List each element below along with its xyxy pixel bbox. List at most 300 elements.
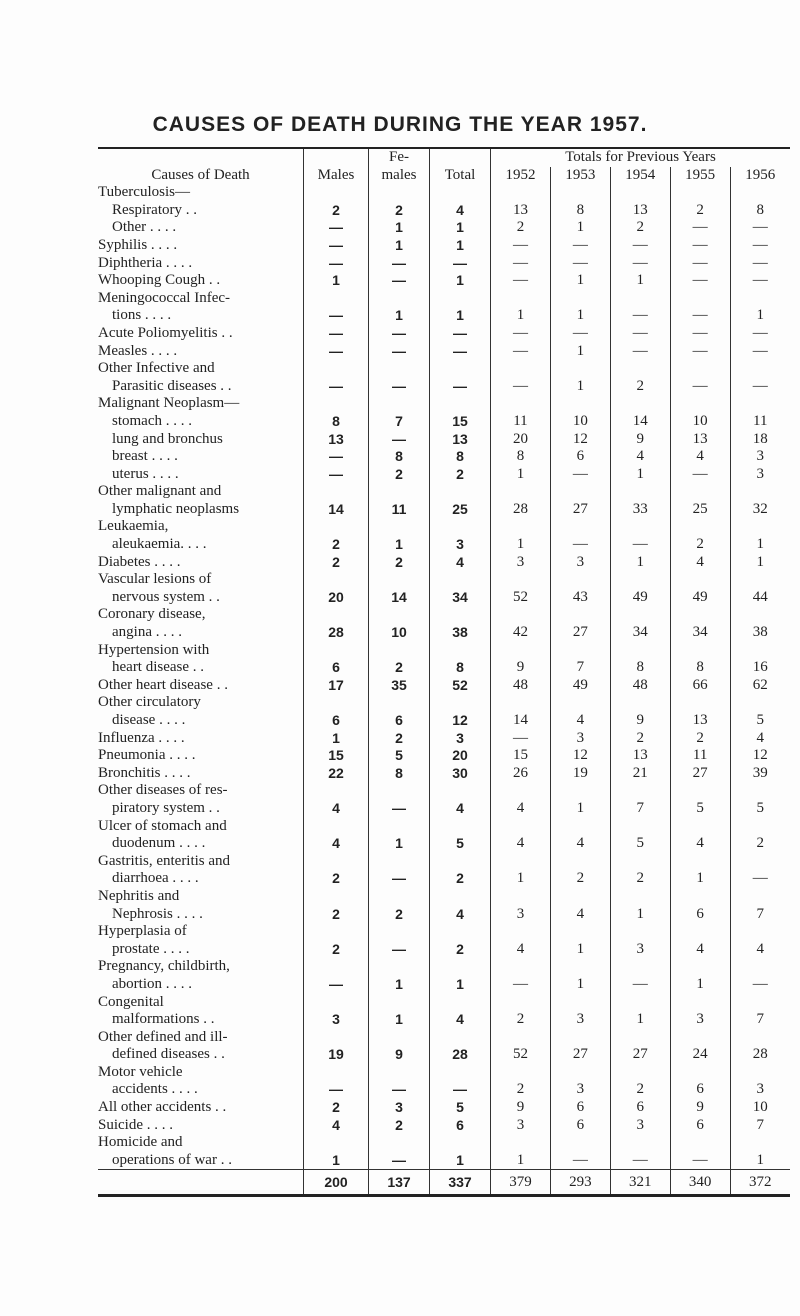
current-year-cell: — bbox=[304, 325, 369, 343]
table-row bbox=[98, 255, 790, 273]
current-year-cell: 1 bbox=[369, 536, 430, 554]
current-year-cell bbox=[430, 888, 491, 906]
previous-year-cell bbox=[670, 483, 730, 501]
previous-year-cell bbox=[491, 642, 551, 660]
previous-year-cell bbox=[491, 184, 551, 202]
previous-year-cell: 28 bbox=[730, 1046, 790, 1064]
previous-year-cell bbox=[550, 184, 610, 202]
current-year-cell: 4 bbox=[430, 800, 491, 818]
current-year-cell bbox=[369, 606, 430, 624]
current-year-cell: 30 bbox=[430, 765, 491, 783]
cause-label: lung and bronchus bbox=[112, 430, 223, 447]
current-year-cell: 2 bbox=[369, 554, 430, 572]
current-year-cell bbox=[304, 395, 369, 413]
previous-year-cell: 13 bbox=[610, 202, 670, 220]
previous-year-cell: 5 bbox=[670, 800, 730, 818]
current-year-cell: — bbox=[369, 941, 430, 959]
previous-year-cell: 1 bbox=[730, 536, 790, 554]
previous-year-cell bbox=[550, 923, 610, 941]
previous-year-cell bbox=[491, 571, 551, 589]
current-year-cell: 8 bbox=[304, 413, 369, 431]
previous-year-cell bbox=[670, 923, 730, 941]
cause-label: Hyperplasia of bbox=[98, 923, 187, 940]
previous-year-cell: — bbox=[491, 325, 551, 343]
current-year-cell: 8 bbox=[430, 659, 491, 677]
cause-label: Diabetes . . . . bbox=[98, 553, 181, 570]
previous-year-cell bbox=[610, 818, 670, 836]
previous-year-cell: 24 bbox=[670, 1046, 730, 1064]
previous-year-cell bbox=[550, 694, 610, 712]
previous-year-cell bbox=[610, 923, 670, 941]
previous-year-cell: 3 bbox=[730, 1081, 790, 1099]
previous-year-cell: 8 bbox=[550, 202, 610, 220]
current-year-cell bbox=[430, 994, 491, 1012]
previous-year-cell: 1 bbox=[610, 1011, 670, 1029]
current-year-cell bbox=[369, 1064, 430, 1082]
header-total: Total bbox=[430, 167, 491, 185]
previous-year-cell: 6 bbox=[610, 1099, 670, 1117]
table-row bbox=[98, 466, 790, 484]
total-cell: 379 bbox=[491, 1170, 551, 1196]
cause-label: Whooping Cough . . bbox=[98, 272, 221, 289]
cause-label: Coronary disease, bbox=[98, 606, 206, 623]
table-row bbox=[98, 184, 790, 202]
current-year-cell bbox=[369, 483, 430, 501]
previous-year-cell: 1 bbox=[491, 870, 551, 888]
previous-year-cell bbox=[550, 1029, 610, 1047]
header-year: 1955 bbox=[670, 167, 730, 185]
previous-year-cell: 3 bbox=[670, 1011, 730, 1029]
current-year-cell: — bbox=[304, 307, 369, 325]
previous-year-cell bbox=[550, 483, 610, 501]
previous-year-cell: 62 bbox=[730, 677, 790, 695]
current-year-cell: 10 bbox=[369, 624, 430, 642]
current-year-cell bbox=[304, 694, 369, 712]
previous-year-cell: 18 bbox=[730, 431, 790, 449]
current-year-cell bbox=[369, 360, 430, 378]
previous-year-cell bbox=[730, 818, 790, 836]
previous-year-cell: — bbox=[610, 307, 670, 325]
current-year-cell: 2 bbox=[304, 941, 369, 959]
current-year-cell: 1 bbox=[304, 272, 369, 290]
previous-year-cell: 11 bbox=[670, 747, 730, 765]
previous-year-cell: — bbox=[491, 976, 551, 994]
current-year-cell bbox=[304, 1029, 369, 1047]
previous-year-cell: 5 bbox=[610, 835, 670, 853]
previous-year-cell: 6 bbox=[550, 448, 610, 466]
current-year-cell bbox=[369, 395, 430, 413]
total-cell: 293 bbox=[550, 1170, 610, 1196]
current-year-cell: 20 bbox=[430, 747, 491, 765]
current-year-cell bbox=[430, 184, 491, 202]
current-year-cell: 12 bbox=[430, 712, 491, 730]
previous-year-cell: — bbox=[670, 255, 730, 273]
previous-year-cell: — bbox=[610, 255, 670, 273]
previous-year-cell bbox=[550, 958, 610, 976]
previous-year-cell: 9 bbox=[610, 712, 670, 730]
current-year-cell: 3 bbox=[430, 730, 491, 748]
table-row bbox=[98, 800, 790, 818]
previous-year-cell bbox=[730, 782, 790, 800]
previous-year-cell bbox=[491, 994, 551, 1012]
previous-year-cell: 1 bbox=[550, 307, 610, 325]
previous-year-cell: 6 bbox=[550, 1117, 610, 1135]
previous-year-cell: 1 bbox=[550, 219, 610, 237]
current-year-cell bbox=[369, 642, 430, 660]
total-cell: 372 bbox=[730, 1170, 790, 1196]
previous-year-cell: — bbox=[550, 237, 610, 255]
current-year-cell: — bbox=[369, 431, 430, 449]
previous-year-cell: 6 bbox=[670, 1081, 730, 1099]
total-cell: 337 bbox=[430, 1170, 491, 1196]
current-year-cell bbox=[430, 1064, 491, 1082]
current-year-cell: 3 bbox=[430, 536, 491, 554]
previous-year-cell bbox=[491, 923, 551, 941]
previous-year-cell: 13 bbox=[670, 431, 730, 449]
previous-year-cell: 2 bbox=[491, 219, 551, 237]
current-year-cell: 1 bbox=[430, 219, 491, 237]
cause-label: breast . . . . bbox=[112, 448, 178, 465]
current-year-cell: 35 bbox=[369, 677, 430, 695]
previous-year-cell: 3 bbox=[550, 554, 610, 572]
previous-year-cell bbox=[550, 994, 610, 1012]
cause-label: accidents . . . . bbox=[112, 1081, 198, 1098]
table-row bbox=[98, 1134, 790, 1152]
previous-year-cell bbox=[730, 360, 790, 378]
current-year-cell: — bbox=[369, 1152, 430, 1170]
previous-year-cell: — bbox=[670, 466, 730, 484]
cause-label: Bronchitis . . . . bbox=[98, 764, 191, 781]
cause-label: Tuberculosis— bbox=[98, 184, 190, 201]
current-year-cell bbox=[430, 1029, 491, 1047]
previous-year-cell bbox=[670, 1134, 730, 1152]
current-year-cell bbox=[430, 571, 491, 589]
previous-year-cell: 2 bbox=[610, 870, 670, 888]
previous-year-cell: — bbox=[670, 307, 730, 325]
current-year-cell: 1 bbox=[430, 237, 491, 255]
previous-year-cell: 1 bbox=[730, 554, 790, 572]
previous-year-cell bbox=[491, 483, 551, 501]
current-year-cell: 2 bbox=[369, 202, 430, 220]
previous-year-cell bbox=[610, 694, 670, 712]
table-row bbox=[98, 818, 790, 836]
previous-year-cell bbox=[550, 395, 610, 413]
header-previous-years: Totals for Previous Years bbox=[491, 148, 791, 167]
previous-year-cell: 4 bbox=[491, 941, 551, 959]
table-row bbox=[98, 747, 790, 765]
current-year-cell: 2 bbox=[304, 554, 369, 572]
current-year-cell: 5 bbox=[369, 747, 430, 765]
current-year-cell: 4 bbox=[430, 906, 491, 924]
current-year-cell bbox=[304, 571, 369, 589]
previous-year-cell bbox=[491, 1029, 551, 1047]
previous-year-cell: 1 bbox=[491, 1152, 551, 1170]
table-row bbox=[98, 571, 790, 589]
cause-label: Other heart disease . . bbox=[98, 676, 228, 693]
previous-year-cell: 12 bbox=[550, 747, 610, 765]
previous-year-cell bbox=[610, 184, 670, 202]
current-year-cell bbox=[304, 994, 369, 1012]
previous-year-cell: 1 bbox=[610, 554, 670, 572]
current-year-cell: 2 bbox=[304, 906, 369, 924]
current-year-cell: 2 bbox=[304, 1099, 369, 1117]
previous-year-cell bbox=[550, 518, 610, 536]
previous-year-cell: 9 bbox=[670, 1099, 730, 1117]
table-row bbox=[98, 976, 790, 994]
previous-year-cell: 5 bbox=[730, 712, 790, 730]
header-males: Males bbox=[304, 167, 369, 185]
previous-year-cell: 1 bbox=[670, 870, 730, 888]
previous-year-cell: — bbox=[730, 237, 790, 255]
current-year-cell: 1 bbox=[304, 730, 369, 748]
current-year-cell: 1 bbox=[369, 1011, 430, 1029]
current-year-cell bbox=[304, 290, 369, 308]
current-year-cell bbox=[304, 888, 369, 906]
current-year-cell bbox=[369, 923, 430, 941]
previous-year-cell: — bbox=[610, 1152, 670, 1170]
previous-year-cell: 27 bbox=[550, 624, 610, 642]
current-year-cell: 6 bbox=[369, 712, 430, 730]
current-year-cell: — bbox=[304, 343, 369, 361]
previous-year-cell: 4 bbox=[491, 800, 551, 818]
current-year-cell bbox=[369, 888, 430, 906]
current-year-cell bbox=[430, 395, 491, 413]
previous-year-cell: 27 bbox=[610, 1046, 670, 1064]
current-year-cell: 4 bbox=[430, 554, 491, 572]
previous-year-cell: 39 bbox=[730, 765, 790, 783]
previous-year-cell: 15 bbox=[491, 747, 551, 765]
previous-year-cell bbox=[730, 290, 790, 308]
current-year-cell: 20 bbox=[304, 589, 369, 607]
previous-year-cell: 14 bbox=[491, 712, 551, 730]
previous-year-cell: 14 bbox=[610, 413, 670, 431]
current-year-cell: — bbox=[304, 1081, 369, 1099]
previous-year-cell bbox=[670, 818, 730, 836]
previous-year-cell bbox=[670, 1064, 730, 1082]
table-row bbox=[98, 1064, 790, 1082]
current-year-cell: 5 bbox=[430, 1099, 491, 1117]
previous-year-cell bbox=[670, 958, 730, 976]
cause-label: Other defined and ill- bbox=[98, 1028, 228, 1045]
previous-year-cell: 1 bbox=[670, 976, 730, 994]
table-row bbox=[98, 360, 790, 378]
current-year-cell bbox=[369, 184, 430, 202]
previous-year-cell: 4 bbox=[550, 712, 610, 730]
previous-year-cell: — bbox=[670, 272, 730, 290]
previous-year-cell bbox=[670, 888, 730, 906]
table-row bbox=[98, 307, 790, 325]
cause-label: Diphtheria . . . . bbox=[98, 254, 193, 271]
previous-year-cell: — bbox=[610, 536, 670, 554]
current-year-cell: 28 bbox=[430, 1046, 491, 1064]
table-row bbox=[98, 395, 790, 413]
cause-label: prostate . . . . bbox=[112, 940, 190, 957]
cause-label: tions . . . . bbox=[112, 307, 172, 324]
previous-year-cell: 66 bbox=[670, 677, 730, 695]
previous-year-cell: 4 bbox=[670, 448, 730, 466]
current-year-cell: 1 bbox=[430, 272, 491, 290]
previous-year-cell: — bbox=[670, 378, 730, 396]
current-year-cell: 8 bbox=[430, 448, 491, 466]
header-year: 1954 bbox=[610, 167, 670, 185]
previous-year-cell: 48 bbox=[491, 677, 551, 695]
previous-year-cell: — bbox=[610, 237, 670, 255]
previous-year-cell bbox=[610, 360, 670, 378]
previous-year-cell bbox=[730, 483, 790, 501]
current-year-cell bbox=[304, 606, 369, 624]
current-year-cell bbox=[369, 818, 430, 836]
previous-year-cell: 4 bbox=[730, 941, 790, 959]
current-year-cell bbox=[369, 782, 430, 800]
previous-year-cell bbox=[610, 518, 670, 536]
cause-label: Malignant Neoplasm— bbox=[98, 395, 240, 412]
previous-year-cell bbox=[610, 395, 670, 413]
previous-year-cell bbox=[670, 994, 730, 1012]
table-row bbox=[98, 501, 790, 519]
current-year-cell: — bbox=[304, 448, 369, 466]
previous-year-cell: 4 bbox=[491, 835, 551, 853]
previous-year-cell bbox=[670, 571, 730, 589]
current-year-cell: 2 bbox=[369, 466, 430, 484]
current-year-cell bbox=[304, 958, 369, 976]
current-year-cell: — bbox=[430, 1081, 491, 1099]
current-year-cell bbox=[430, 290, 491, 308]
previous-year-cell bbox=[610, 782, 670, 800]
total-cell: 200 bbox=[304, 1170, 369, 1196]
current-year-cell: — bbox=[304, 237, 369, 255]
causes-of-death-table-container bbox=[98, 147, 790, 1197]
current-year-cell: 6 bbox=[430, 1117, 491, 1135]
previous-year-cell: — bbox=[730, 870, 790, 888]
cause-label: Pregnancy, childbirth, bbox=[98, 958, 230, 975]
previous-year-cell: 2 bbox=[670, 202, 730, 220]
previous-year-cell bbox=[491, 694, 551, 712]
previous-year-cell: 49 bbox=[550, 677, 610, 695]
current-year-cell: 8 bbox=[369, 448, 430, 466]
current-year-cell bbox=[304, 1064, 369, 1082]
previous-year-cell: 7 bbox=[550, 659, 610, 677]
previous-year-cell bbox=[610, 483, 670, 501]
previous-year-cell bbox=[610, 1134, 670, 1152]
previous-year-cell: — bbox=[670, 1152, 730, 1170]
current-year-cell bbox=[304, 184, 369, 202]
previous-year-cell: 4 bbox=[670, 835, 730, 853]
table-row bbox=[98, 589, 790, 607]
table-row bbox=[98, 1117, 790, 1135]
header-year: 1953 bbox=[550, 167, 610, 185]
cause-label: Gastritis, enteritis and bbox=[98, 852, 231, 869]
cause-label: Nephritis and bbox=[98, 887, 180, 904]
current-year-cell: 4 bbox=[304, 835, 369, 853]
current-year-cell: 5 bbox=[430, 835, 491, 853]
previous-year-cell bbox=[550, 782, 610, 800]
current-year-cell: — bbox=[369, 325, 430, 343]
current-year-cell: 6 bbox=[304, 659, 369, 677]
previous-year-cell: 44 bbox=[730, 589, 790, 607]
current-year-cell: 14 bbox=[369, 589, 430, 607]
cause-label: nervous system . . bbox=[112, 588, 220, 605]
current-year-cell bbox=[369, 1134, 430, 1152]
current-year-cell bbox=[304, 642, 369, 660]
current-year-cell: 19 bbox=[304, 1046, 369, 1064]
previous-year-cell: 6 bbox=[670, 906, 730, 924]
previous-year-cell: — bbox=[730, 255, 790, 273]
previous-year-cell: 5 bbox=[730, 800, 790, 818]
cause-label: duodenum . . . . bbox=[112, 835, 206, 852]
previous-year-cell: 4 bbox=[670, 554, 730, 572]
previous-year-cell: 11 bbox=[730, 413, 790, 431]
previous-year-cell bbox=[730, 184, 790, 202]
previous-year-cell: 1 bbox=[550, 941, 610, 959]
cause-label: Measles . . . . bbox=[98, 342, 178, 359]
previous-year-cell bbox=[730, 994, 790, 1012]
previous-year-cell: 49 bbox=[670, 589, 730, 607]
current-year-cell bbox=[430, 782, 491, 800]
current-year-cell: 2 bbox=[369, 1117, 430, 1135]
previous-year-cell bbox=[610, 994, 670, 1012]
current-year-cell: 13 bbox=[304, 431, 369, 449]
previous-year-cell bbox=[730, 888, 790, 906]
previous-year-cell: 8 bbox=[670, 659, 730, 677]
previous-year-cell: 1 bbox=[550, 272, 610, 290]
current-year-cell: 2 bbox=[430, 941, 491, 959]
current-year-cell: 17 bbox=[304, 677, 369, 695]
previous-year-cell: 1 bbox=[730, 307, 790, 325]
previous-year-cell: 2 bbox=[670, 536, 730, 554]
previous-year-cell: 2 bbox=[550, 870, 610, 888]
previous-year-cell: — bbox=[610, 343, 670, 361]
table-row bbox=[98, 941, 790, 959]
current-year-cell: 8 bbox=[369, 765, 430, 783]
current-year-cell bbox=[430, 1134, 491, 1152]
previous-year-cell bbox=[491, 958, 551, 976]
previous-year-cell: — bbox=[550, 1152, 610, 1170]
previous-year-cell: 1 bbox=[550, 378, 610, 396]
table-row bbox=[98, 624, 790, 642]
previous-year-cell: 7 bbox=[610, 800, 670, 818]
current-year-cell: 1 bbox=[369, 835, 430, 853]
table-row bbox=[98, 712, 790, 730]
current-year-cell: — bbox=[304, 466, 369, 484]
cause-label: Motor vehicle bbox=[98, 1063, 183, 1080]
current-year-cell: 1 bbox=[369, 219, 430, 237]
table-row bbox=[98, 1099, 790, 1117]
previous-year-cell: 13 bbox=[491, 202, 551, 220]
cause-label: Parasitic diseases . . bbox=[112, 377, 232, 394]
current-year-cell: 11 bbox=[369, 501, 430, 519]
table-row bbox=[98, 782, 790, 800]
previous-year-cell bbox=[730, 395, 790, 413]
header-causes: Causes of Death bbox=[151, 166, 250, 183]
previous-year-cell bbox=[491, 606, 551, 624]
previous-year-cell: 3 bbox=[550, 730, 610, 748]
current-year-cell: 15 bbox=[430, 413, 491, 431]
cause-label: Other Infective and bbox=[98, 360, 215, 377]
current-year-cell: — bbox=[430, 325, 491, 343]
previous-year-cell: 3 bbox=[491, 1117, 551, 1135]
current-year-cell: 6 bbox=[304, 712, 369, 730]
current-year-cell: 2 bbox=[430, 870, 491, 888]
current-year-cell: — bbox=[304, 255, 369, 273]
table-row bbox=[98, 835, 790, 853]
previous-year-cell: — bbox=[730, 325, 790, 343]
current-year-cell: — bbox=[304, 219, 369, 237]
current-year-cell bbox=[430, 360, 491, 378]
previous-year-cell: 3 bbox=[730, 448, 790, 466]
current-year-cell: 13 bbox=[430, 431, 491, 449]
table-row bbox=[98, 923, 790, 941]
current-year-cell: 4 bbox=[304, 800, 369, 818]
